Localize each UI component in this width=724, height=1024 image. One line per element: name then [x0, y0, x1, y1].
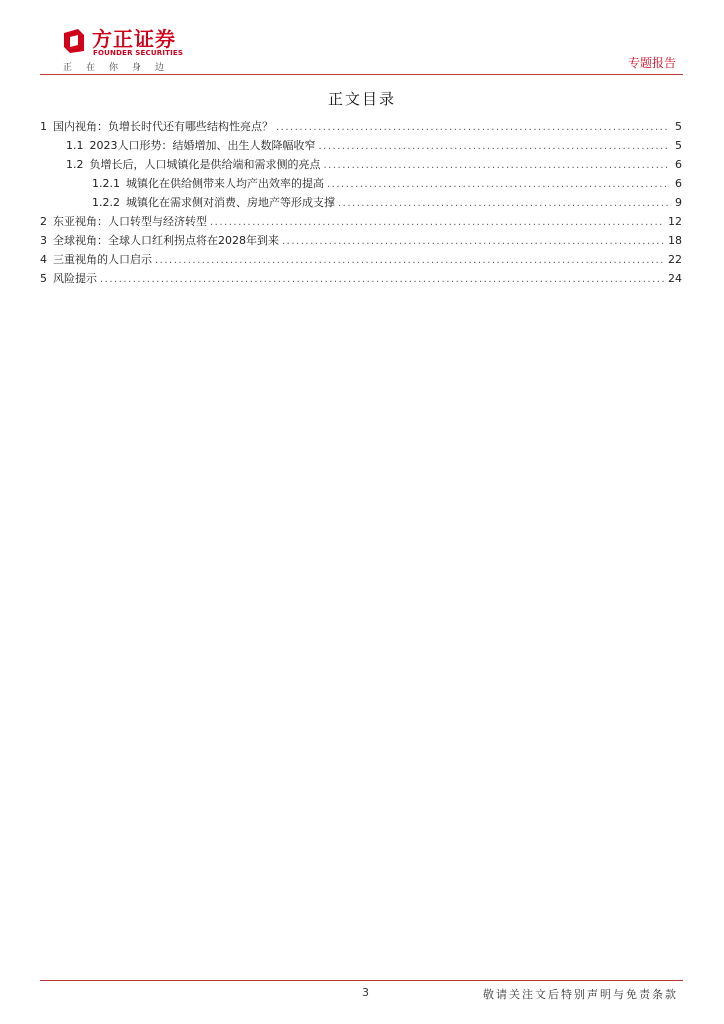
- logo-chinese-name: 方正证券: [92, 27, 176, 51]
- toc-entry[interactable]: [40, 137, 682, 156]
- logo-english-name: FOUNDER SECURITIES: [93, 49, 184, 57]
- toc-entry-number: 5: [40, 272, 47, 285]
- toc-entry-page: 6: [675, 177, 682, 190]
- toc-entry-page: 22: [668, 253, 682, 266]
- toc-entry-number: 4: [40, 253, 47, 266]
- page-header: [0, 0, 724, 80]
- toc-leader-dots: [155, 255, 665, 266]
- toc-leader-dots: [327, 179, 669, 190]
- toc-entry[interactable]: [40, 175, 682, 194]
- toc-entry-number: 3: [40, 234, 47, 247]
- toc-leader-dots: [324, 160, 670, 171]
- toc-leader-dots: [210, 217, 665, 228]
- toc-entry[interactable]: [40, 118, 682, 137]
- toc-leader-dots: [319, 141, 670, 152]
- toc-entry-title: 2023人口形势：结婚增加、出生人数降幅收窄: [89, 139, 316, 152]
- toc-entry[interactable]: [40, 232, 682, 251]
- toc-entry-page: 6: [675, 158, 682, 171]
- toc-entry-title: 城镇化在供给侧带来人均产出效率的提高: [126, 177, 324, 190]
- toc-entry-page: 9: [675, 196, 682, 209]
- toc-entry-page: 5: [675, 120, 682, 133]
- toc-entry-title: 国内视角：负增长时代还有哪些结构性亮点？: [53, 120, 273, 133]
- toc-entry[interactable]: [40, 156, 682, 175]
- toc-leader-dots: [338, 198, 669, 209]
- header-divider: [40, 74, 683, 75]
- toc-entry-page: 18: [668, 234, 682, 247]
- toc-leader-dots: [100, 274, 665, 285]
- toc-entry-title: 全球视角：全球人口红利拐点将在2028年到来: [53, 234, 279, 247]
- toc-entry-page: 5: [675, 139, 682, 152]
- toc-entry-number: 1.1: [66, 139, 84, 152]
- footer-divider: [40, 980, 683, 981]
- toc-entry-title: 城镇化在需求侧对消费、房地产等形成支撑: [126, 196, 335, 209]
- toc-title: 正文目录: [327, 90, 396, 108]
- toc-entry-title: 三重视角的人口启示: [53, 253, 152, 266]
- toc-entry-number: 1.2.2: [92, 196, 120, 209]
- toc-entry-number: 1.2.1: [92, 177, 120, 190]
- page-number: 3: [362, 986, 369, 999]
- toc-entry-title: 风险提示: [53, 272, 97, 285]
- toc-entry[interactable]: [40, 194, 682, 213]
- toc-entry[interactable]: [40, 270, 682, 289]
- disclaimer-text: 敬请关注文后特别声明与免责条款: [483, 988, 678, 1001]
- toc-entry-number: 2: [40, 215, 47, 228]
- report-type-label: 专题报告: [627, 56, 676, 70]
- toc-entry-title: 负增长后，人口城镇化是供给端和需求侧的亮点: [89, 158, 321, 171]
- toc-entry-title: 东亚视角：人口转型与经济转型: [53, 215, 207, 228]
- toc-entry-page: 12: [668, 215, 682, 228]
- founder-logo-icon: [60, 27, 88, 55]
- table-of-contents: [40, 118, 682, 289]
- toc-entry[interactable]: [40, 251, 682, 270]
- toc-leader-dots: [282, 236, 665, 247]
- slogan: 正在你身边: [63, 63, 179, 73]
- toc-leader-dots: [276, 122, 669, 133]
- toc-entry[interactable]: [40, 213, 682, 232]
- toc-entry-number: 1.2: [66, 158, 84, 171]
- toc-entry-page: 24: [668, 272, 682, 285]
- toc-entry-number: 1: [40, 120, 47, 133]
